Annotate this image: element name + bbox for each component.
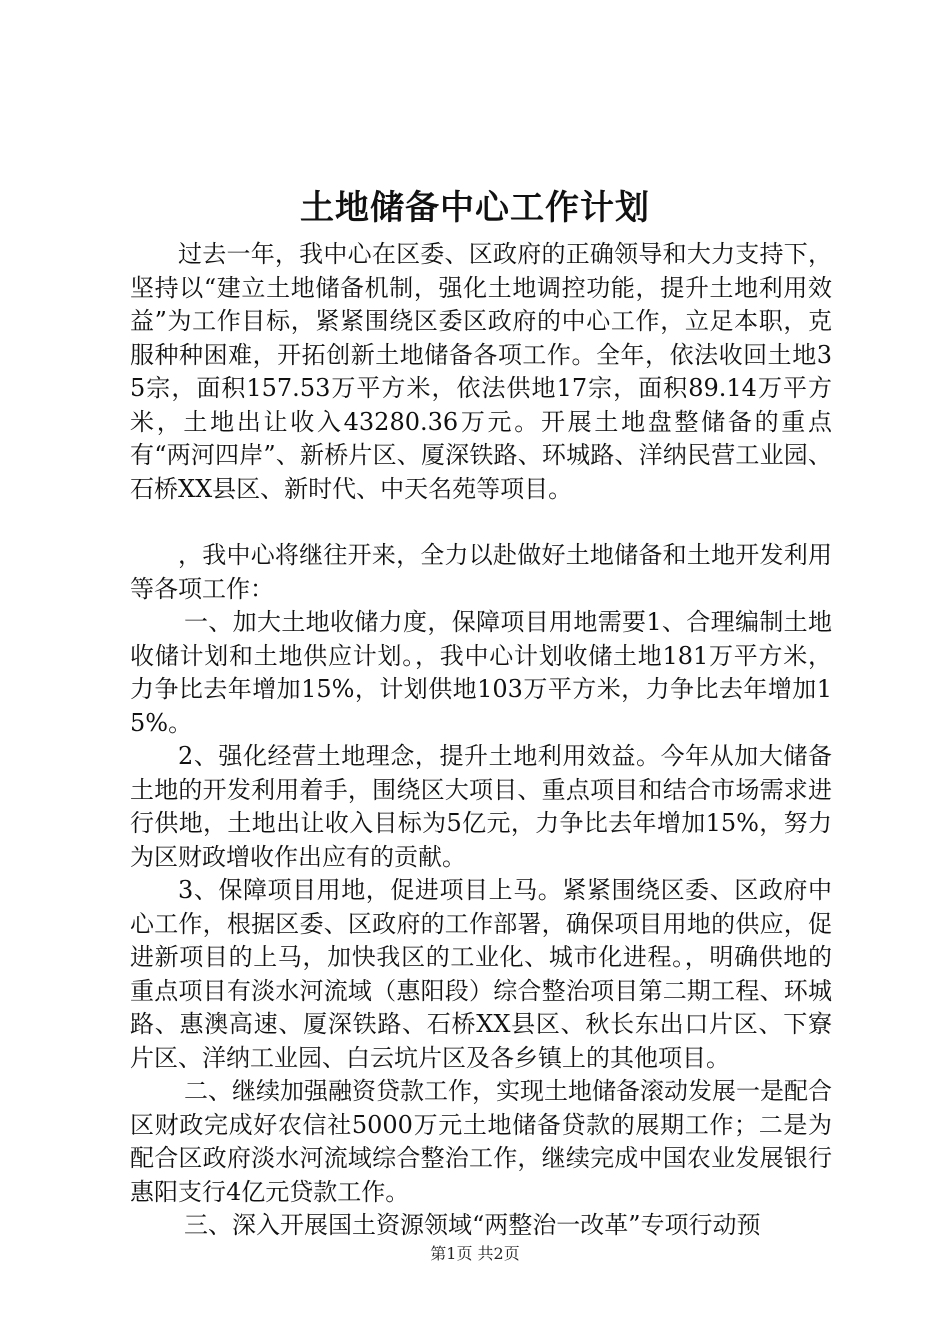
document-body [130,238,832,1243]
document-title: 土地储备中心工作计划 [300,188,650,228]
paragraph-section-one: 一、加大土地收储力度，保障项目用地需要1、合理编制土地收储计划和土地供应计划。，我中心计划收储土地181万平方米，力争比去年增加15%，计划供地103万平方米，力争比去年增加15%。 [130,608,832,737]
paragraph-item-three: 3、保障项目用地，促进项目上马。紧紧围绕区委、区政府中心工作，根据区委、区政府的工作部署，确保项目用地的供应，促进新项目的上马，加快我区的工业化、城市化进程。，明确供地的重点项目有淡水河流域（惠阳段）综合整治项目第二期工程、环城路、惠澳高速、厦深铁路、石桥XX县区、秋长东出口片区、下寮片区、洋纳工业园、白云坑片区及各乡镇上的其他项目。 [130,876,832,1072]
paragraph-gap [130,506,832,539]
paragraph-section-three: 三、深入开展国土资源领域“两整治一改革”专项行动预 [184,1211,761,1239]
paragraph-section-two: 二、继续加强融资贷款工作，实现土地储备滚动发展一是配合区财政完成好农信社5000万元土地储备贷款的展期工作；二是为配合区政府淡水河流域综合整治工作，继续完成中国农业发展银行惠阳支行4亿元贷款工作。 [130,1077,832,1206]
paragraph-summary: 过去一年，我中心在区委、区政府的正确领导和大力支持下，坚持以“建立土地储备机制，强化土地调控功能，提升土地利用效益”为工作目标，紧紧围绕区委区政府的中心工作，立足本职，克服种种困难，开拓创新土地储备各项工作。全年，依法收回土地35宗，面积157.53万平方米，依法供地17宗，面积89.14万平方米，土地出让收入43280.36万元。开展土地盘整储备的重点有“两河四岸”、新桥片区、厦深铁路、环城路、洋纳民营工业园、石桥XX县区、新时代、中天名苑等项目。 [130,240,832,503]
paragraph-intro: ，我中心将继往开来，全力以赴做好土地储备和土地开发利用等各项工作： [130,541,832,603]
paragraph-item-two: 2、强化经营土地理念，提升土地利用效益。今年从加大储备土地的开发利用着手，围绕区大项目、重点项目和结合市场需求进行供地，土地出让收入目标为5亿元，力争比去年增加15%，努力为区财政增收作出应有的贡献。 [130,742,832,871]
page-number-footer: 第1页 共2页 [430,1244,520,1263]
